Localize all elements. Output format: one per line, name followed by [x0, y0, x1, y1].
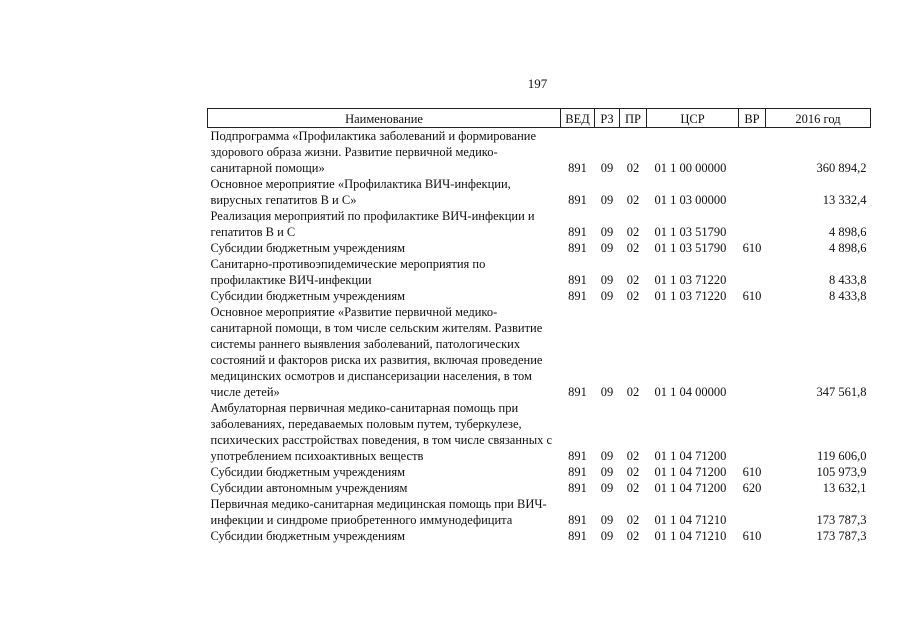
header-ved: ВЕД [561, 109, 595, 128]
row-pr: 02 [626, 225, 640, 239]
row-pr: 02 [626, 513, 640, 527]
header-rz: РЗ [595, 109, 620, 128]
row-rz: 09 [600, 481, 614, 495]
row-ved: 891 [568, 513, 587, 527]
row-name: Основное мероприятие «Профилактика ВИЧ-инфекции, вирусных гепатитов В и С» [210, 177, 511, 207]
row-amount: 8 433,8 [829, 289, 867, 303]
row-vr [739, 400, 766, 464]
row-csr: 01 1 03 51790 [654, 225, 727, 239]
header-name: Наименование [208, 109, 561, 128]
row-ved: 891 [568, 161, 587, 175]
row-pr: 02 [626, 449, 640, 463]
row-csr: 01 1 04 71210 [654, 513, 727, 527]
row-amount: 173 787,3 [816, 513, 867, 527]
table-row [208, 128, 871, 177]
table-row [208, 400, 871, 464]
header-pr: ПР [620, 109, 647, 128]
row-amount: 4 898,6 [829, 225, 867, 239]
table-row [208, 496, 871, 528]
row-vr [739, 176, 766, 208]
row-vr [739, 304, 766, 400]
table-row [208, 528, 871, 544]
row-amount: 347 561,8 [816, 385, 867, 399]
row-ved: 891 [568, 241, 587, 255]
row-csr: 01 1 04 00000 [654, 385, 727, 399]
row-pr: 02 [626, 289, 640, 303]
row-csr: 01 1 03 51790 [654, 241, 727, 255]
row-amount: 173 787,3 [816, 529, 867, 543]
row-pr: 02 [626, 465, 640, 479]
row-rz: 09 [600, 241, 614, 255]
row-vr [739, 128, 766, 177]
row-amount: 105 973,9 [816, 465, 867, 479]
table-row [208, 288, 871, 304]
row-vr: 610 [742, 465, 762, 479]
row-name: Первичная медико-санитарная медицинская помощь при ВИЧ-инфекции и синдроме приобретенного иммунодефицита [210, 497, 547, 527]
row-amount: 8 433,8 [829, 273, 867, 287]
row-vr: 610 [742, 529, 762, 543]
table-row [208, 480, 871, 496]
row-amount: 13 332,4 [822, 193, 867, 207]
row-csr: 01 1 00 00000 [654, 161, 727, 175]
row-vr [739, 256, 766, 288]
page-number: 197 [527, 76, 548, 91]
row-name: Основное мероприятие «Развитие первичной медико-санитарной помощи, в том числе сельским жителям. Развитие системы раннего выявления заболеваний, патологических состояний и факторов риска их развития, включая проведение медицинских осмотров и диспансеризации населения, в том числе детей» [210, 305, 543, 399]
row-rz: 09 [600, 273, 614, 287]
row-pr: 02 [626, 481, 640, 495]
row-name: Санитарно-противоэпидемические мероприятия по профилактике ВИЧ-инфекции [210, 257, 486, 287]
row-rz: 09 [600, 193, 614, 207]
row-pr: 02 [626, 273, 640, 287]
row-amount: 360 894,2 [816, 161, 867, 175]
table-row [208, 304, 871, 400]
table-row [208, 208, 871, 240]
row-name: Субсидии бюджетным учреждениям [210, 529, 406, 543]
row-rz: 09 [600, 289, 614, 303]
row-rz: 09 [600, 529, 614, 543]
row-ved: 891 [568, 465, 587, 479]
header-csr: ЦСР [647, 109, 739, 128]
row-rz: 09 [600, 465, 614, 479]
row-pr: 02 [626, 241, 640, 255]
row-rz: 09 [600, 513, 614, 527]
row-ved: 891 [568, 529, 587, 543]
row-ved: 891 [568, 385, 587, 399]
row-ved: 891 [568, 289, 587, 303]
row-csr: 01 1 03 71220 [654, 289, 727, 303]
row-vr: 610 [742, 241, 762, 255]
header-vr: ВР [739, 109, 766, 128]
row-csr: 01 1 03 00000 [654, 193, 727, 207]
row-name: Субсидии бюджетным учреждениям [210, 289, 406, 303]
table-row [208, 464, 871, 480]
row-csr: 01 1 04 71200 [654, 481, 727, 495]
row-csr: 01 1 04 71210 [654, 529, 727, 543]
row-ved: 891 [568, 449, 587, 463]
header-amount: 2016 год [766, 109, 871, 128]
table-row [208, 240, 871, 256]
row-csr: 01 1 03 71220 [654, 273, 727, 287]
row-name: Подпрограмма «Профилактика заболеваний и формирование здорового образа жизни. Развитие первичной медико-санитарной помощи» [210, 129, 537, 175]
row-vr [739, 496, 766, 528]
row-pr: 02 [626, 161, 640, 175]
row-name: Субсидии автономным учреждениям [210, 481, 408, 495]
row-amount: 119 606,0 [816, 449, 867, 463]
table-row [208, 176, 871, 208]
table-header-row [208, 109, 871, 128]
row-rz: 09 [600, 449, 614, 463]
row-amount: 13 632,1 [822, 481, 867, 495]
row-name: Амбулаторная первичная медико-санитарная помощь при заболеваниях, передаваемых половым путем, туберкулезе, психических расстройствах поведения, в том числе связанных с употреблением психоактивных веществ [210, 401, 553, 463]
row-vr: 610 [742, 289, 762, 303]
row-vr: 620 [742, 481, 762, 495]
row-pr: 02 [626, 385, 640, 399]
row-csr: 01 1 04 71200 [654, 465, 727, 479]
row-amount: 4 898,6 [829, 241, 867, 255]
row-vr [739, 208, 766, 240]
table-row [208, 256, 871, 288]
row-rz: 09 [600, 385, 614, 399]
row-ved: 891 [568, 193, 587, 207]
row-ved: 891 [568, 225, 587, 239]
row-ved: 891 [568, 481, 587, 495]
row-rz: 09 [600, 161, 614, 175]
row-name: Субсидии бюджетным учреждениям [210, 465, 406, 479]
row-name: Реализация мероприятий по профилактике ВИЧ-инфекции и гепатитов В и С [210, 209, 535, 239]
row-rz: 09 [600, 225, 614, 239]
row-csr: 01 1 04 71200 [654, 449, 727, 463]
row-pr: 02 [626, 193, 640, 207]
row-ved: 891 [568, 273, 587, 287]
row-pr: 02 [626, 529, 640, 543]
row-name: Субсидии бюджетным учреждениям [210, 241, 406, 255]
budget-table [207, 108, 871, 544]
